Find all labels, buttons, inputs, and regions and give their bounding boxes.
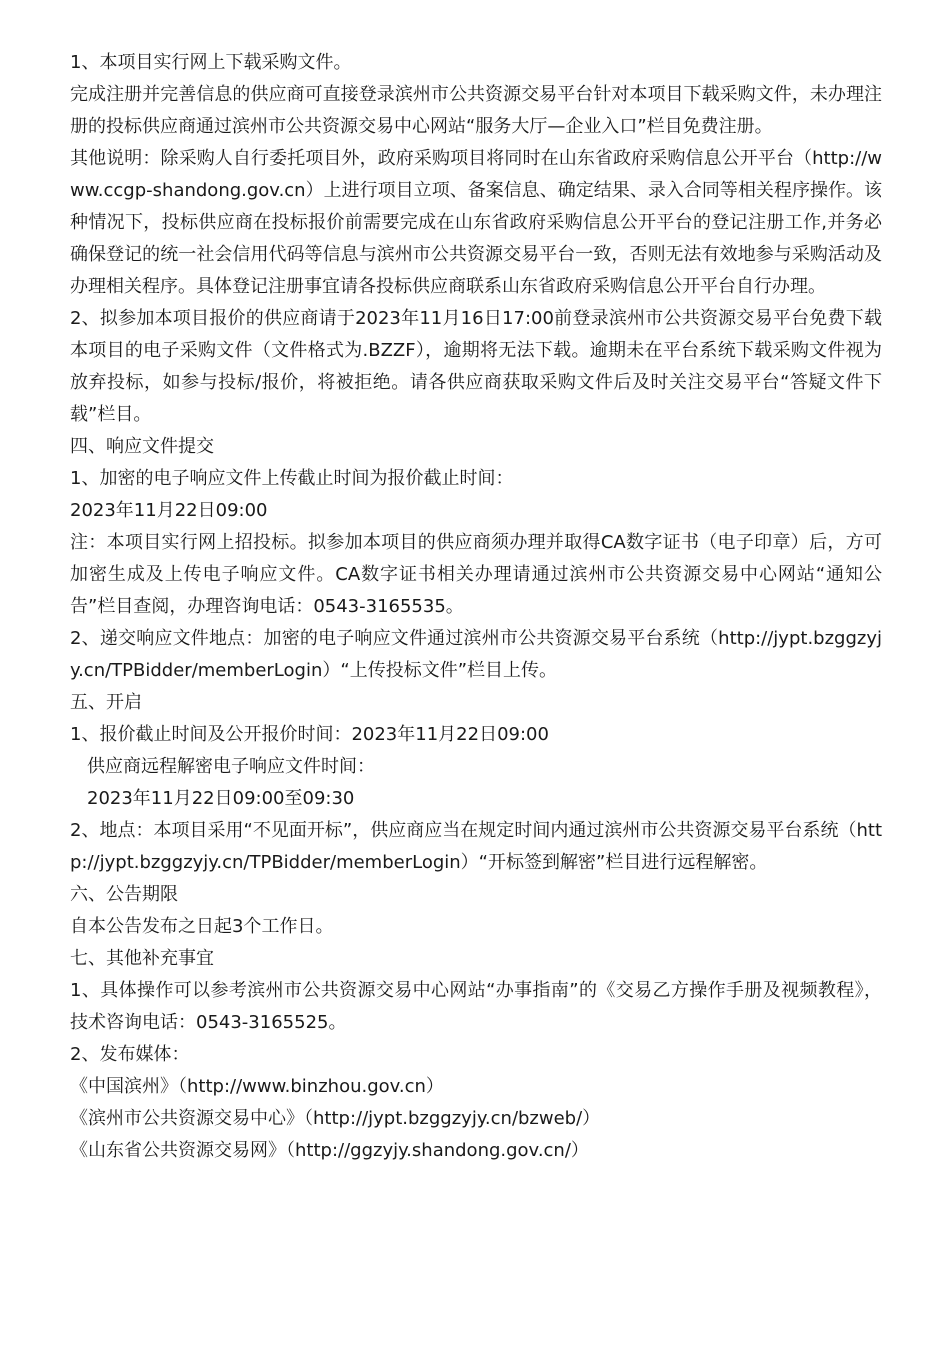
section-heading-opening: 五、开启 [70, 692, 142, 713]
document-body [70, 47, 882, 1167]
paragraph-registration: 完成注册并完善信息的供应商可直接登录滨州市公共资源交易平台针对本项目下载采购文件，未办理注册的投标供应商通过滨州市公共资源交易中心网站“服务大厅—企业入口”栏目免费注册。 [70, 84, 882, 137]
paragraph-decrypt-label: 供应商远程解密电子响应文件时间： [87, 756, 375, 777]
paragraph-other-notes: 其他说明：除采购人自行委托项目外，政府采购项目将同时在山东省政府采购信息公开平台（http://www.ccgp-shandong.gov.cn）上进行项目立项、备案信息、确定结果、录入合同等相关程序操作。该种情况下，投标供应商在投标报价前需要完成在山东省政府采购信息公开平台的登记注册工作,并务必确保登记的统一社会信用代码等信息与滨州市公共资源交易平台一致，否则无法有效地参与采购活动及办理相关程序。具体登记注册事宜请各投标供应商联系山东省政府采购信息公开平台自行办理。 [70, 148, 882, 297]
paragraph-media-bz-trading-center: 《滨州市公共资源交易中心》（http://jypt.bzggzyjy.cn/bzweb/） [70, 1108, 601, 1129]
section-heading-other-matters: 七、其他补充事宜 [70, 948, 214, 969]
paragraph-media-label: 2、发布媒体： [70, 1044, 190, 1065]
section-heading-submission: 四、响应文件提交 [70, 436, 214, 457]
paragraph-notice-period: 自本公告发布之日起3个工作日。 [70, 916, 334, 937]
paragraph-opening-location: 2、地点：本项目采用“不见面开标”，供应商应当在规定时间内通过滨州市公共资源交易平台系统（http://jypt.bzggzyjy.cn/TPBidder/memberLogin）“开标签到解密”栏目进行远程解密。 [70, 820, 882, 873]
paragraph-opening-time: 1、报价截止时间及公开报价时间：2023年11月22日09:00 [70, 724, 549, 745]
paragraph-ca-note: 注：本项目实行网上招投标。拟参加本项目的供应商须办理并取得CA数字证书（电子印章）后，方可加密生成及上传电子响应文件。CA数字证书相关办理请通过滨州市公共资源交易中心网站“通知公告”栏目查阅，办理咨询电话：0543-3165535。 [70, 532, 882, 617]
paragraph-operation-guide: 1、具体操作可以参考滨州市公共资源交易中心网站“办事指南”的《交易乙方操作手册及视频教程》，技术咨询电话：0543-3165525。 [70, 980, 882, 1033]
paragraph-upload-deadline-label: 1、加密的电子响应文件上传截止时间为报价截止时间： [70, 468, 514, 489]
paragraph-upload-deadline-date: 2023年11月22日09:00 [70, 500, 268, 521]
section-heading-notice-period: 六、公告期限 [70, 884, 178, 905]
paragraph-download-method: 1、本项目实行网上下载采购文件。 [70, 52, 352, 73]
paragraph-media-shandong-trading: 《山东省公共资源交易网》（http://ggzyjy.shandong.gov.cn/） [70, 1140, 589, 1161]
paragraph-decrypt-time: 2023年11月22日09:00至09:30 [87, 788, 355, 809]
paragraph-download-deadline: 2、拟参加本项目报价的供应商请于2023年11月16日17:00前登录滨州市公共资源交易平台免费下载本项目的电子采购文件（文件格式为.BZZF），逾期将无法下载。逾期未在平台系统下载采购文件视为放弃投标，如参与投标/报价，将被拒绝。请各供应商获取采购文件后及时关注交易平台“答疑文件下载”栏目。 [70, 308, 882, 425]
paragraph-media-binzhou: 《中国滨州》（http://www.binzhou.gov.cn） [70, 1076, 444, 1097]
paragraph-submission-location: 2、递交响应文件地点：加密的电子响应文件通过滨州市公共资源交易平台系统（http://jypt.bzggzyjy.cn/TPBidder/memberLogin）“上传投标文件”栏目上传。 [70, 628, 882, 681]
